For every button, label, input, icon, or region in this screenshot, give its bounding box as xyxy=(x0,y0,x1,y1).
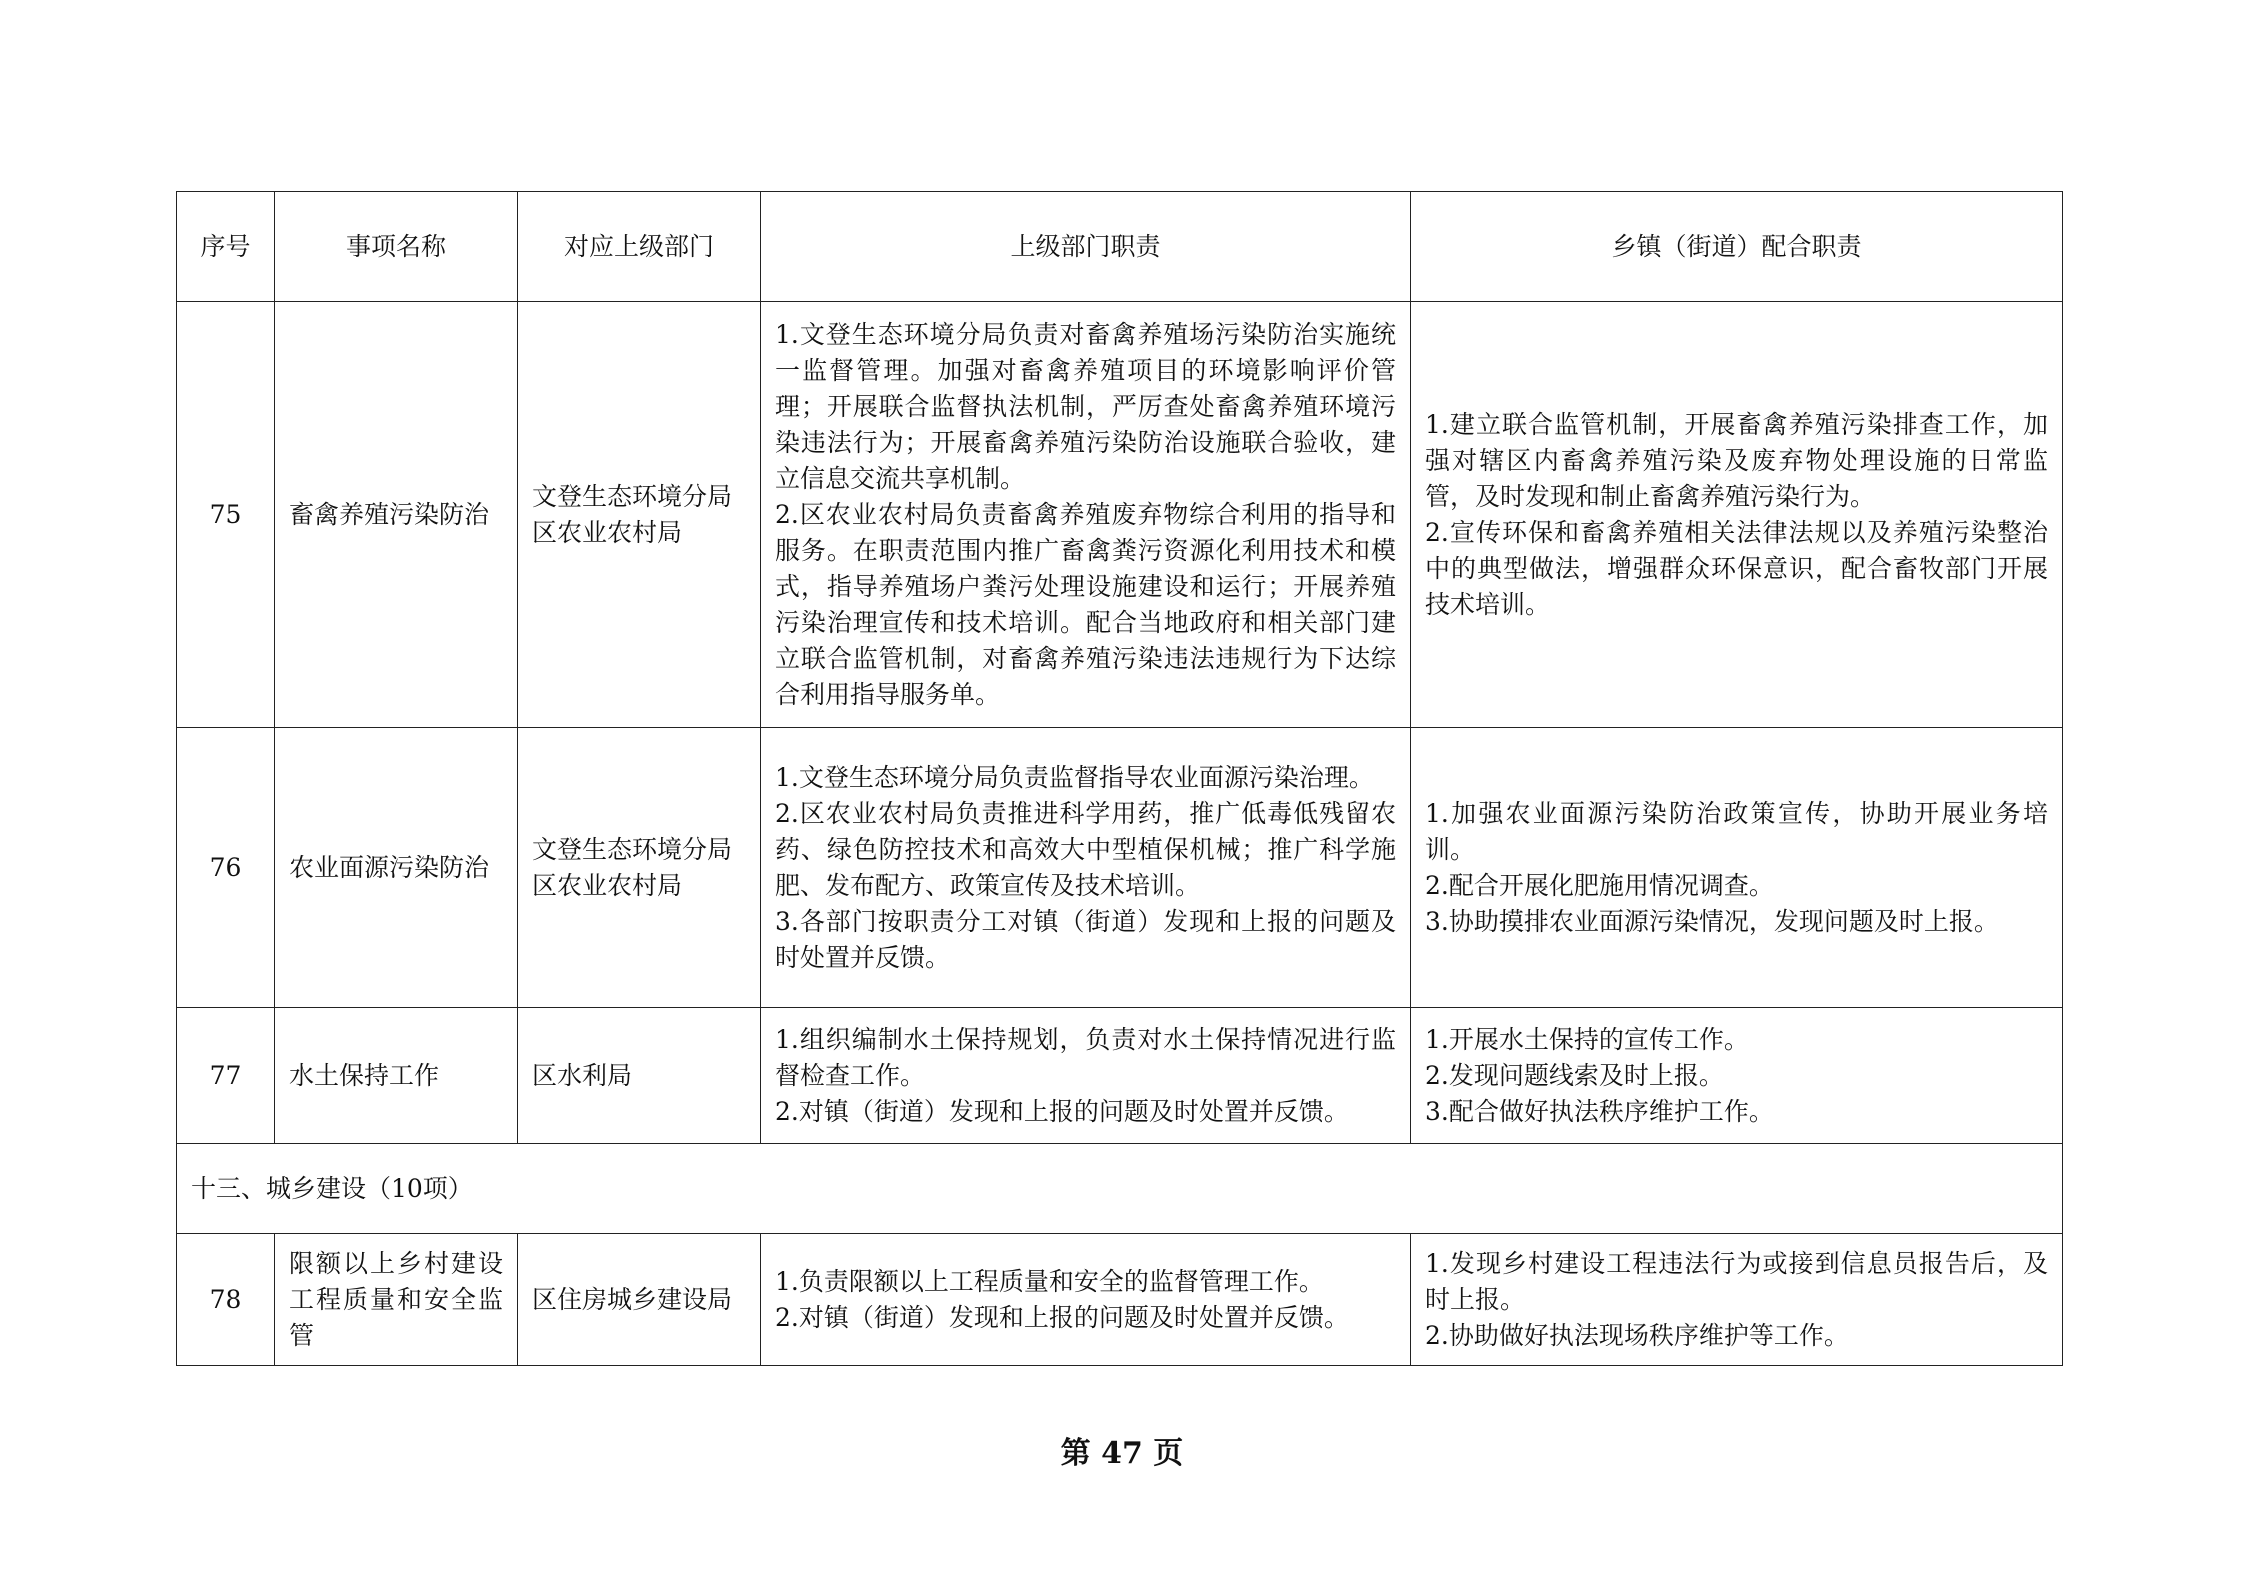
section-row xyxy=(177,1144,2063,1234)
table-row xyxy=(177,728,2063,1008)
header-upper-duty: 上级部门职责 xyxy=(761,192,1411,302)
table-row xyxy=(177,1008,2063,1144)
row-town-duty: 1.开展水土保持的宣传工作。 2.发现问题线索及时上报。 3.配合做好执法秩序维护工作。 xyxy=(1411,1008,2063,1144)
row-item-name: 农业面源污染防治 xyxy=(275,728,518,1008)
row-upper-duty: 1.文登生态环境分局负责监督指导农业面源污染治理。 2.区农业农村局负责推进科学用药，推广低毒低残留农药、绿色防控技术和高效大中型植保机械；推广科学施肥、发布配方、政策宣传及技术培训。 3.各部门按职责分工对镇（街道）发现和上报的问题及时处置并反馈。 xyxy=(761,728,1411,1008)
page-number: 第 47 页 xyxy=(1060,1436,1184,1471)
row-upper-duty: 1.文登生态环境分局负责对畜禽养殖场污染防治实施统一监督管理。加强对畜禽养殖项目的环境影响评价管理；开展联合监督执法机制，严厉查处畜禽养殖环境污染违法行为；开展畜禽养殖污染防治设施联合验收，建立信息交流共享机制。 2.区农业农村局负责畜禽养殖废弃物综合利用的指导和服务。在职责范围内推广畜禽粪污资源化利用技术和模式，指导养殖场户粪污处理设施建设和运行；开展养殖污染治理宣传和技术培训。配合当地政府和相关部门建立联合监管机制，对畜禽养殖污染违法违规行为下达综合利用指导服务单。 xyxy=(761,302,1411,728)
row-town-duty: 1.发现乡村建设工程违法行为或接到信息员报告后，及时上报。 2.协助做好执法现场秩序维护等工作。 xyxy=(1411,1234,2063,1366)
row-no: 76 xyxy=(177,728,275,1008)
row-upper-dept: 文登生态环境分局 区农业农村局 xyxy=(518,728,761,1008)
row-upper-duty: 1.组织编制水土保持规划，负责对水土保持情况进行监督检查工作。 2.对镇（街道）发现和上报的问题及时处置并反馈。 xyxy=(761,1008,1411,1144)
section-title: 十三、城乡建设（10项） xyxy=(177,1144,2063,1234)
header-no: 序号 xyxy=(177,192,275,302)
row-upper-dept: 区水利局 xyxy=(518,1008,761,1144)
row-town-duty: 1.加强农业面源污染防治政策宣传，协助开展业务培训。 2.配合开展化肥施用情况调查。 3.协助摸排农业面源污染情况，发现问题及时上报。 xyxy=(1411,728,2063,1008)
table-row xyxy=(177,302,2063,728)
row-no: 75 xyxy=(177,302,275,728)
duty-table xyxy=(176,191,2063,1366)
row-item-name: 畜禽养殖污染防治 xyxy=(275,302,518,728)
table-header-row xyxy=(177,192,2063,302)
row-no: 77 xyxy=(177,1008,275,1144)
row-upper-dept: 文登生态环境分局 区农业农村局 xyxy=(518,302,761,728)
header-item-name: 事项名称 xyxy=(275,192,518,302)
row-no: 78 xyxy=(177,1234,275,1366)
row-item-name: 水土保持工作 xyxy=(275,1008,518,1144)
row-item-name: 限额以上乡村建设工程质量和安全监管 xyxy=(275,1234,518,1366)
header-town-duty: 乡镇（街道）配合职责 xyxy=(1411,192,2063,302)
row-town-duty: 1.建立联合监管机制，开展畜禽养殖污染排查工作，加强对辖区内畜禽养殖污染及废弃物处理设施的日常监管，及时发现和制止畜禽养殖污染行为。 2.宣传环保和畜禽养殖相关法律法规以及养殖污染整治中的典型做法，增强群众环保意识，配合畜牧部门开展技术培训。 xyxy=(1411,302,2063,728)
header-upper-dept: 对应上级部门 xyxy=(518,192,761,302)
row-upper-duty: 1.负责限额以上工程质量和安全的监督管理工作。 2.对镇（街道）发现和上报的问题及时处置并反馈。 xyxy=(761,1234,1411,1366)
row-upper-dept: 区住房城乡建设局 xyxy=(518,1234,761,1366)
table-row xyxy=(177,1234,2063,1366)
